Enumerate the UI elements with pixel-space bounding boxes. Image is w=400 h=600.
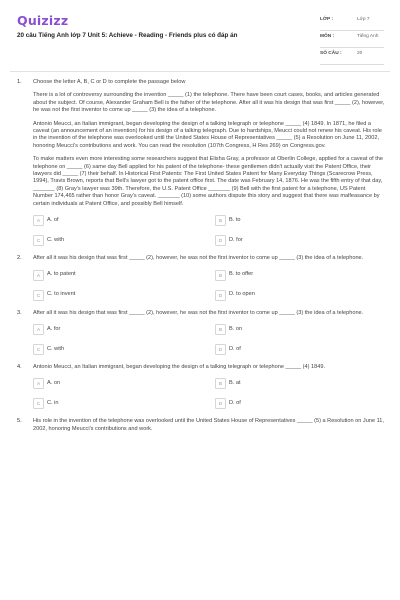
quizizz-logo: Quizizz: [17, 13, 69, 28]
meta-row-class: [320, 14, 384, 31]
question-prompt: Choose the letter A, B, C or D to complete the passage below: [33, 79, 186, 85]
meta-value: 20: [357, 51, 363, 56]
option-letter-box: A: [33, 270, 44, 281]
question-text: Antonio Meucci, an Italian immigrant, began developing the design of a talking telegraph or telephone _____ (4) 1849.: [33, 363, 326, 370]
option-letter-box: D: [215, 344, 226, 355]
option-text: A. to patent: [47, 271, 76, 278]
option-text: C. with: [47, 236, 65, 243]
meta-row-subject: [320, 31, 384, 48]
option-text: D. to open: [229, 291, 255, 298]
option-letter-box: D: [215, 290, 226, 301]
option-text: B. to: [229, 216, 241, 223]
option-letter-box: A: [33, 378, 44, 389]
option-text: B. on: [229, 325, 243, 332]
option-letter-box: C: [33, 398, 44, 409]
question-1: [17, 79, 387, 247]
question-3: [17, 310, 387, 356]
question-text: After all it was his design that was first _____ (2), however, he was not the first inventor to come up _____ (3) the idea of a telephone.: [33, 309, 364, 316]
option-text: A. for: [47, 325, 61, 332]
option-letter-box: C: [33, 344, 44, 355]
option-text: D. of: [229, 345, 241, 352]
option-text: C. with: [47, 345, 65, 352]
question-text: After all it was his design that was first _____ (2), however, he was not the first inventor to come up _____ (3) the idea of a telephone.: [33, 255, 364, 262]
question-number: 2.: [17, 255, 22, 262]
option-text: B. to offer: [229, 271, 254, 278]
question-4: [17, 364, 387, 410]
meta-row-question-count: [320, 48, 384, 65]
meta-key: LỚP :: [320, 17, 334, 22]
option-letter-box: A: [33, 215, 44, 226]
option-letter-box: B: [215, 324, 226, 335]
option-letter-box: C: [33, 290, 44, 301]
answer-options: [33, 270, 386, 302]
option-letter-box: D: [215, 235, 226, 246]
answer-options: [33, 378, 386, 410]
meta-table: [320, 14, 384, 65]
option-text: D. for: [229, 236, 243, 243]
passage-paragraph: To make matters even more interesting some researchers suggest that Elisha Gray, a professor at Oberlin College, applied for a caveat of the telephone on _____ (6) same day Bell applied for his patent of the telephone- these gentlemen didn't actually visit the Patent Office, their lawyers did _____ (7) their behalf. In Historical First Patents: The First United States Patent for Many Everyday Things (Scarecrow Press, 1994), Travis Brown, reports that Bell's lawyer got to the patent office first. The date was February 14, 1876. He was the fifth entry of that day, _______ (8) Gray's lawyer was 39th. Therefore, the U.S. Patent Office _______ (9) Bell with the first patent for a telephone, US Patent Number 174,465 rather than honor Gray's caveat. _______ (10) some authors dispute this story and suggest that there was malfeasance by certain individuals at Patent Office, and possibly Bell himself.: [33, 156, 383, 207]
option-letter-box: B: [215, 270, 226, 281]
meta-value: Lớp 7: [357, 17, 370, 22]
meta-key: MÔN :: [320, 34, 335, 39]
header-divider: [10, 71, 390, 72]
question-5: [17, 418, 387, 433]
answer-options: [33, 324, 386, 356]
passage-paragraph: Antonio Meucci, an Italian immigrant, began developing the design of a talking telegraph or telephone _____ (4) 1849. In 1871, he filed a caveat (an announcement of an invention) for his design of a talking telegraph. Due to hardships, Meucci could not renew his caveat. His role in the invention of the telephone was overlooked until the United States House of Representatives _____ (5) a Resolution on June 11, 2002, honoring Meucci's contributions and work. You can read the resolution (107th Congress, H Res 269) on Congress.gov.: [33, 120, 382, 149]
answer-options: [33, 215, 386, 247]
option-text: D. of: [229, 400, 241, 407]
option-letter-box: B: [215, 215, 226, 226]
question-2: [17, 255, 387, 301]
option-text: C. to invent: [47, 291, 76, 298]
option-letter-box: C: [33, 235, 44, 246]
questions-list: [0, 79, 400, 433]
option-letter-box: A: [33, 324, 44, 335]
option-text: A. on: [47, 380, 61, 387]
meta-value: Tiếng Anh: [357, 34, 379, 39]
option-letter-box: B: [215, 378, 226, 389]
meta-key: SỐ CÂU :: [320, 51, 342, 56]
question-number: 3.: [17, 309, 22, 316]
option-text: B. at: [229, 380, 241, 387]
option-letter-box: D: [215, 398, 226, 409]
option-text: C. in: [47, 400, 59, 407]
passage-paragraph: There is a lot of controversy surrounding the invention _____ (1) the telephone. There have been court cases, books, and articles generated about the subject. Of course, Alexander Graham Bell is the father of the telephone. After all it was his design that was first _____ (2), however, he was not the first inventor to come up _____ (3) the idea of a telephone.: [33, 92, 385, 114]
option-text: A. of: [47, 216, 59, 223]
question-text: His role in the invention of the telephone was overlooked until the United States House of Representatives _____ (5) a Resolution on June 11, 2002, honoring Meucci's contributions and work.: [33, 418, 384, 432]
worksheet-title: 20 câu Tiếng Anh lớp 7 Unit 5: Achieve - Reading - Friends plus có đáp án: [17, 32, 238, 39]
worksheet-header: [0, 0, 400, 70]
question-number: 5.: [17, 418, 22, 425]
question-number: 1.: [17, 79, 22, 85]
question-number: 4.: [17, 363, 22, 370]
